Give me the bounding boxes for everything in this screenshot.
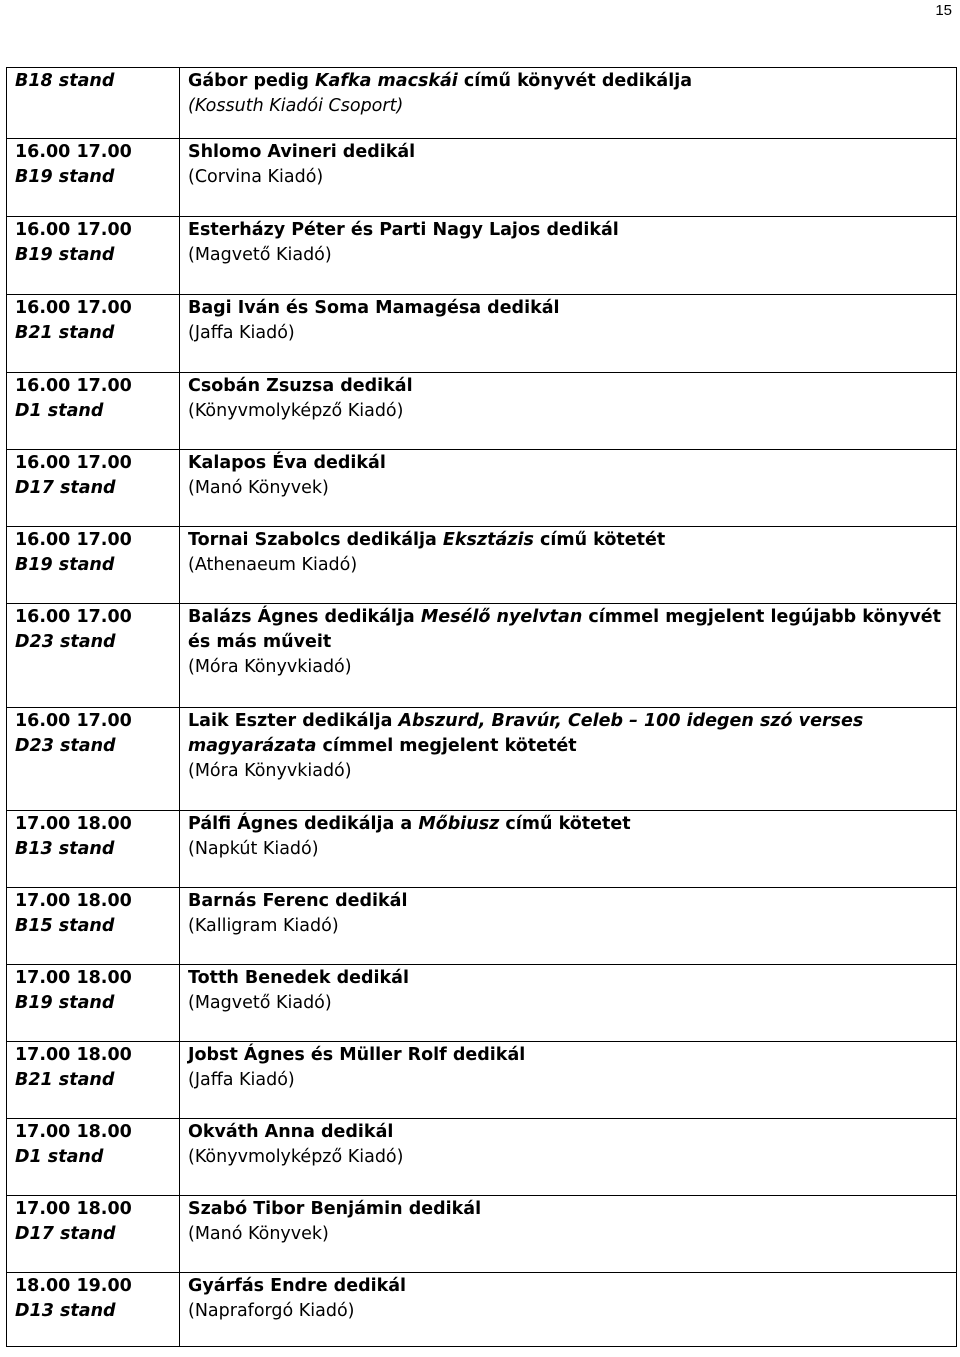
- publisher: (Magvető Kiadó): [188, 245, 332, 265]
- event-description: [188, 709, 948, 759]
- event-description: [188, 140, 948, 165]
- table-row: [7, 811, 957, 888]
- table-row: [7, 1273, 957, 1347]
- stand-label: D17 stand: [15, 478, 116, 498]
- time-cell: [7, 450, 180, 527]
- stand-label: B19 stand: [15, 993, 115, 1013]
- stand-label: D17 stand: [15, 1224, 116, 1244]
- event-text: című kötetét: [533, 530, 666, 550]
- time-range: 16.00 17.00: [15, 607, 132, 627]
- table-row: [7, 450, 957, 527]
- event-cell: [180, 217, 957, 295]
- publisher: (Kossuth Kiadói Csoport): [188, 96, 404, 116]
- table-row: [7, 1196, 957, 1273]
- stand-label: B19 stand: [15, 167, 115, 187]
- time-cell: [7, 1119, 180, 1196]
- event-description: [188, 889, 948, 914]
- time-cell: [7, 217, 180, 295]
- event-text: Okváth Anna dedikál: [188, 1122, 394, 1142]
- event-description: [188, 69, 948, 94]
- publisher: (Móra Könyvkiadó): [188, 761, 352, 781]
- time-cell: [7, 708, 180, 811]
- stand-label: B13 stand: [15, 839, 115, 859]
- stand-label: B18 stand: [15, 71, 115, 91]
- time-cell: [7, 1273, 180, 1347]
- event-text: Tornai Szabolcs dedikálja: [188, 530, 443, 550]
- event-text: Esterházy Péter és Parti Nagy Lajos dedikál: [188, 220, 619, 240]
- event-description: [188, 1274, 948, 1299]
- time-range: 17.00 18.00: [15, 968, 132, 988]
- time-range: 16.00 17.00: [15, 376, 132, 396]
- publisher: (Corvina Kiadó): [188, 167, 324, 187]
- event-text: Laik Eszter dedikálja: [188, 711, 399, 731]
- publisher: (Manó Könyvek): [188, 1224, 329, 1244]
- time-cell: [7, 604, 180, 708]
- event-text: Jobst Ágnes és Müller Rolf dedikál: [188, 1045, 526, 1065]
- book-title: Abszurd, Bravúr, Celeb – 100 idegen szó verses magyarázata: [188, 711, 864, 756]
- time-range: 17.00 18.00: [15, 1199, 132, 1219]
- time-cell: [7, 295, 180, 373]
- book-title: Kafka macskái: [315, 71, 458, 91]
- stand-label: B21 stand: [15, 1070, 115, 1090]
- time-cell: [7, 68, 180, 139]
- event-text: Szabó Tibor Benjámin dedikál: [188, 1199, 482, 1219]
- time-range: 16.00 17.00: [15, 220, 132, 240]
- schedule-table: [6, 67, 957, 1347]
- event-text: címmel megjelent legújabb könyvét és más műveit: [188, 607, 941, 652]
- table-row: [7, 888, 957, 965]
- event-text: című könyvét dedikálja: [457, 71, 693, 91]
- time-range: 17.00 18.00: [15, 1045, 132, 1065]
- event-cell: [180, 708, 957, 811]
- event-description: [188, 218, 948, 243]
- event-description: [188, 812, 948, 837]
- publisher: (Jaffa Kiadó): [188, 323, 295, 343]
- time-cell: [7, 1042, 180, 1119]
- event-cell: [180, 1273, 957, 1347]
- stand-label: D13 stand: [15, 1301, 116, 1321]
- event-description: [188, 528, 948, 553]
- event-description: [188, 451, 948, 476]
- event-description: [188, 1120, 948, 1145]
- schedule-body: [7, 68, 957, 1347]
- table-row: [7, 965, 957, 1042]
- time-cell: [7, 373, 180, 450]
- event-cell: [180, 373, 957, 450]
- publisher: (Jaffa Kiadó): [188, 1070, 295, 1090]
- event-text: Bagi Iván és Soma Mamagésa dedikál: [188, 298, 560, 318]
- time-cell: [7, 888, 180, 965]
- time-cell: [7, 139, 180, 217]
- event-cell: [180, 811, 957, 888]
- table-row: [7, 527, 957, 604]
- table-row: [7, 139, 957, 217]
- publisher: (Manó Könyvek): [188, 478, 329, 498]
- event-cell: [180, 139, 957, 217]
- event-cell: [180, 965, 957, 1042]
- time-range: 17.00 18.00: [15, 1122, 132, 1142]
- publisher: (Könyvmolyképző Kiadó): [188, 1147, 404, 1167]
- table-row: [7, 708, 957, 811]
- publisher: (Magvető Kiadó): [188, 993, 332, 1013]
- stand-label: D23 stand: [15, 632, 116, 652]
- table-row: [7, 1042, 957, 1119]
- event-cell: [180, 527, 957, 604]
- event-description: [188, 966, 948, 991]
- time-range: 18.00 19.00: [15, 1276, 132, 1296]
- event-cell: [180, 1196, 957, 1273]
- event-description: [188, 605, 948, 655]
- event-cell: [180, 295, 957, 373]
- event-description: [188, 1197, 948, 1222]
- stand-label: B21 stand: [15, 323, 115, 343]
- stand-label: B19 stand: [15, 245, 115, 265]
- table-row: [7, 217, 957, 295]
- page-number: 15: [935, 2, 952, 19]
- publisher: (Napkút Kiadó): [188, 839, 319, 859]
- time-cell: [7, 965, 180, 1042]
- book-title: Mőbiusz: [418, 814, 500, 834]
- time-range: 17.00 18.00: [15, 891, 132, 911]
- publisher: (Könyvmolyképző Kiadó): [188, 401, 404, 421]
- time-cell: [7, 527, 180, 604]
- event-cell: [180, 604, 957, 708]
- event-text: Pálfi Ágnes dedikálja a: [188, 814, 419, 834]
- table-row: [7, 68, 957, 139]
- event-text: Gábor pedig: [188, 71, 315, 91]
- event-description: [188, 374, 948, 399]
- event-text: Shlomo Avineri dedikál: [188, 142, 416, 162]
- book-title: Mesélő nyelvtan: [420, 607, 583, 627]
- stand-label: B15 stand: [15, 916, 115, 936]
- time-cell: [7, 811, 180, 888]
- table-row: [7, 295, 957, 373]
- book-title: Eksztázis: [442, 530, 534, 550]
- event-text: című kötetet: [499, 814, 631, 834]
- time-range: 17.00 18.00: [15, 814, 132, 834]
- event-text: címmel megjelent kötetét: [316, 736, 577, 756]
- stand-label: D1 stand: [15, 401, 104, 421]
- stand-label: D23 stand: [15, 736, 116, 756]
- time-range: 16.00 17.00: [15, 711, 132, 731]
- time-range: 16.00 17.00: [15, 142, 132, 162]
- publisher: (Athenaeum Kiadó): [188, 555, 358, 575]
- event-text: Kalapos Éva dedikál: [188, 453, 386, 473]
- event-text: Gyárfás Endre dedikál: [188, 1276, 407, 1296]
- table-row: [7, 604, 957, 708]
- time-range: 16.00 17.00: [15, 530, 132, 550]
- event-text: Csobán Zsuzsa dedikál: [188, 376, 413, 396]
- table-row: [7, 1119, 957, 1196]
- event-cell: [180, 1119, 957, 1196]
- event-text: Balázs Ágnes dedikálja: [188, 607, 421, 627]
- event-text: Totth Benedek dedikál: [188, 968, 409, 988]
- time-range: 16.00 17.00: [15, 298, 132, 318]
- event-description: [188, 296, 948, 321]
- event-description: [188, 1043, 948, 1068]
- time-range: 16.00 17.00: [15, 453, 132, 473]
- event-text: Barnás Ferenc dedikál: [188, 891, 408, 911]
- stand-label: D1 stand: [15, 1147, 104, 1167]
- event-cell: [180, 1042, 957, 1119]
- event-cell: [180, 450, 957, 527]
- publisher: (Kalligram Kiadó): [188, 916, 339, 936]
- event-cell: [180, 888, 957, 965]
- table-row: [7, 373, 957, 450]
- publisher: (Napraforgó Kiadó): [188, 1301, 355, 1321]
- stand-label: B19 stand: [15, 555, 115, 575]
- publisher: (Móra Könyvkiadó): [188, 657, 352, 677]
- event-cell: [180, 68, 957, 139]
- time-cell: [7, 1196, 180, 1273]
